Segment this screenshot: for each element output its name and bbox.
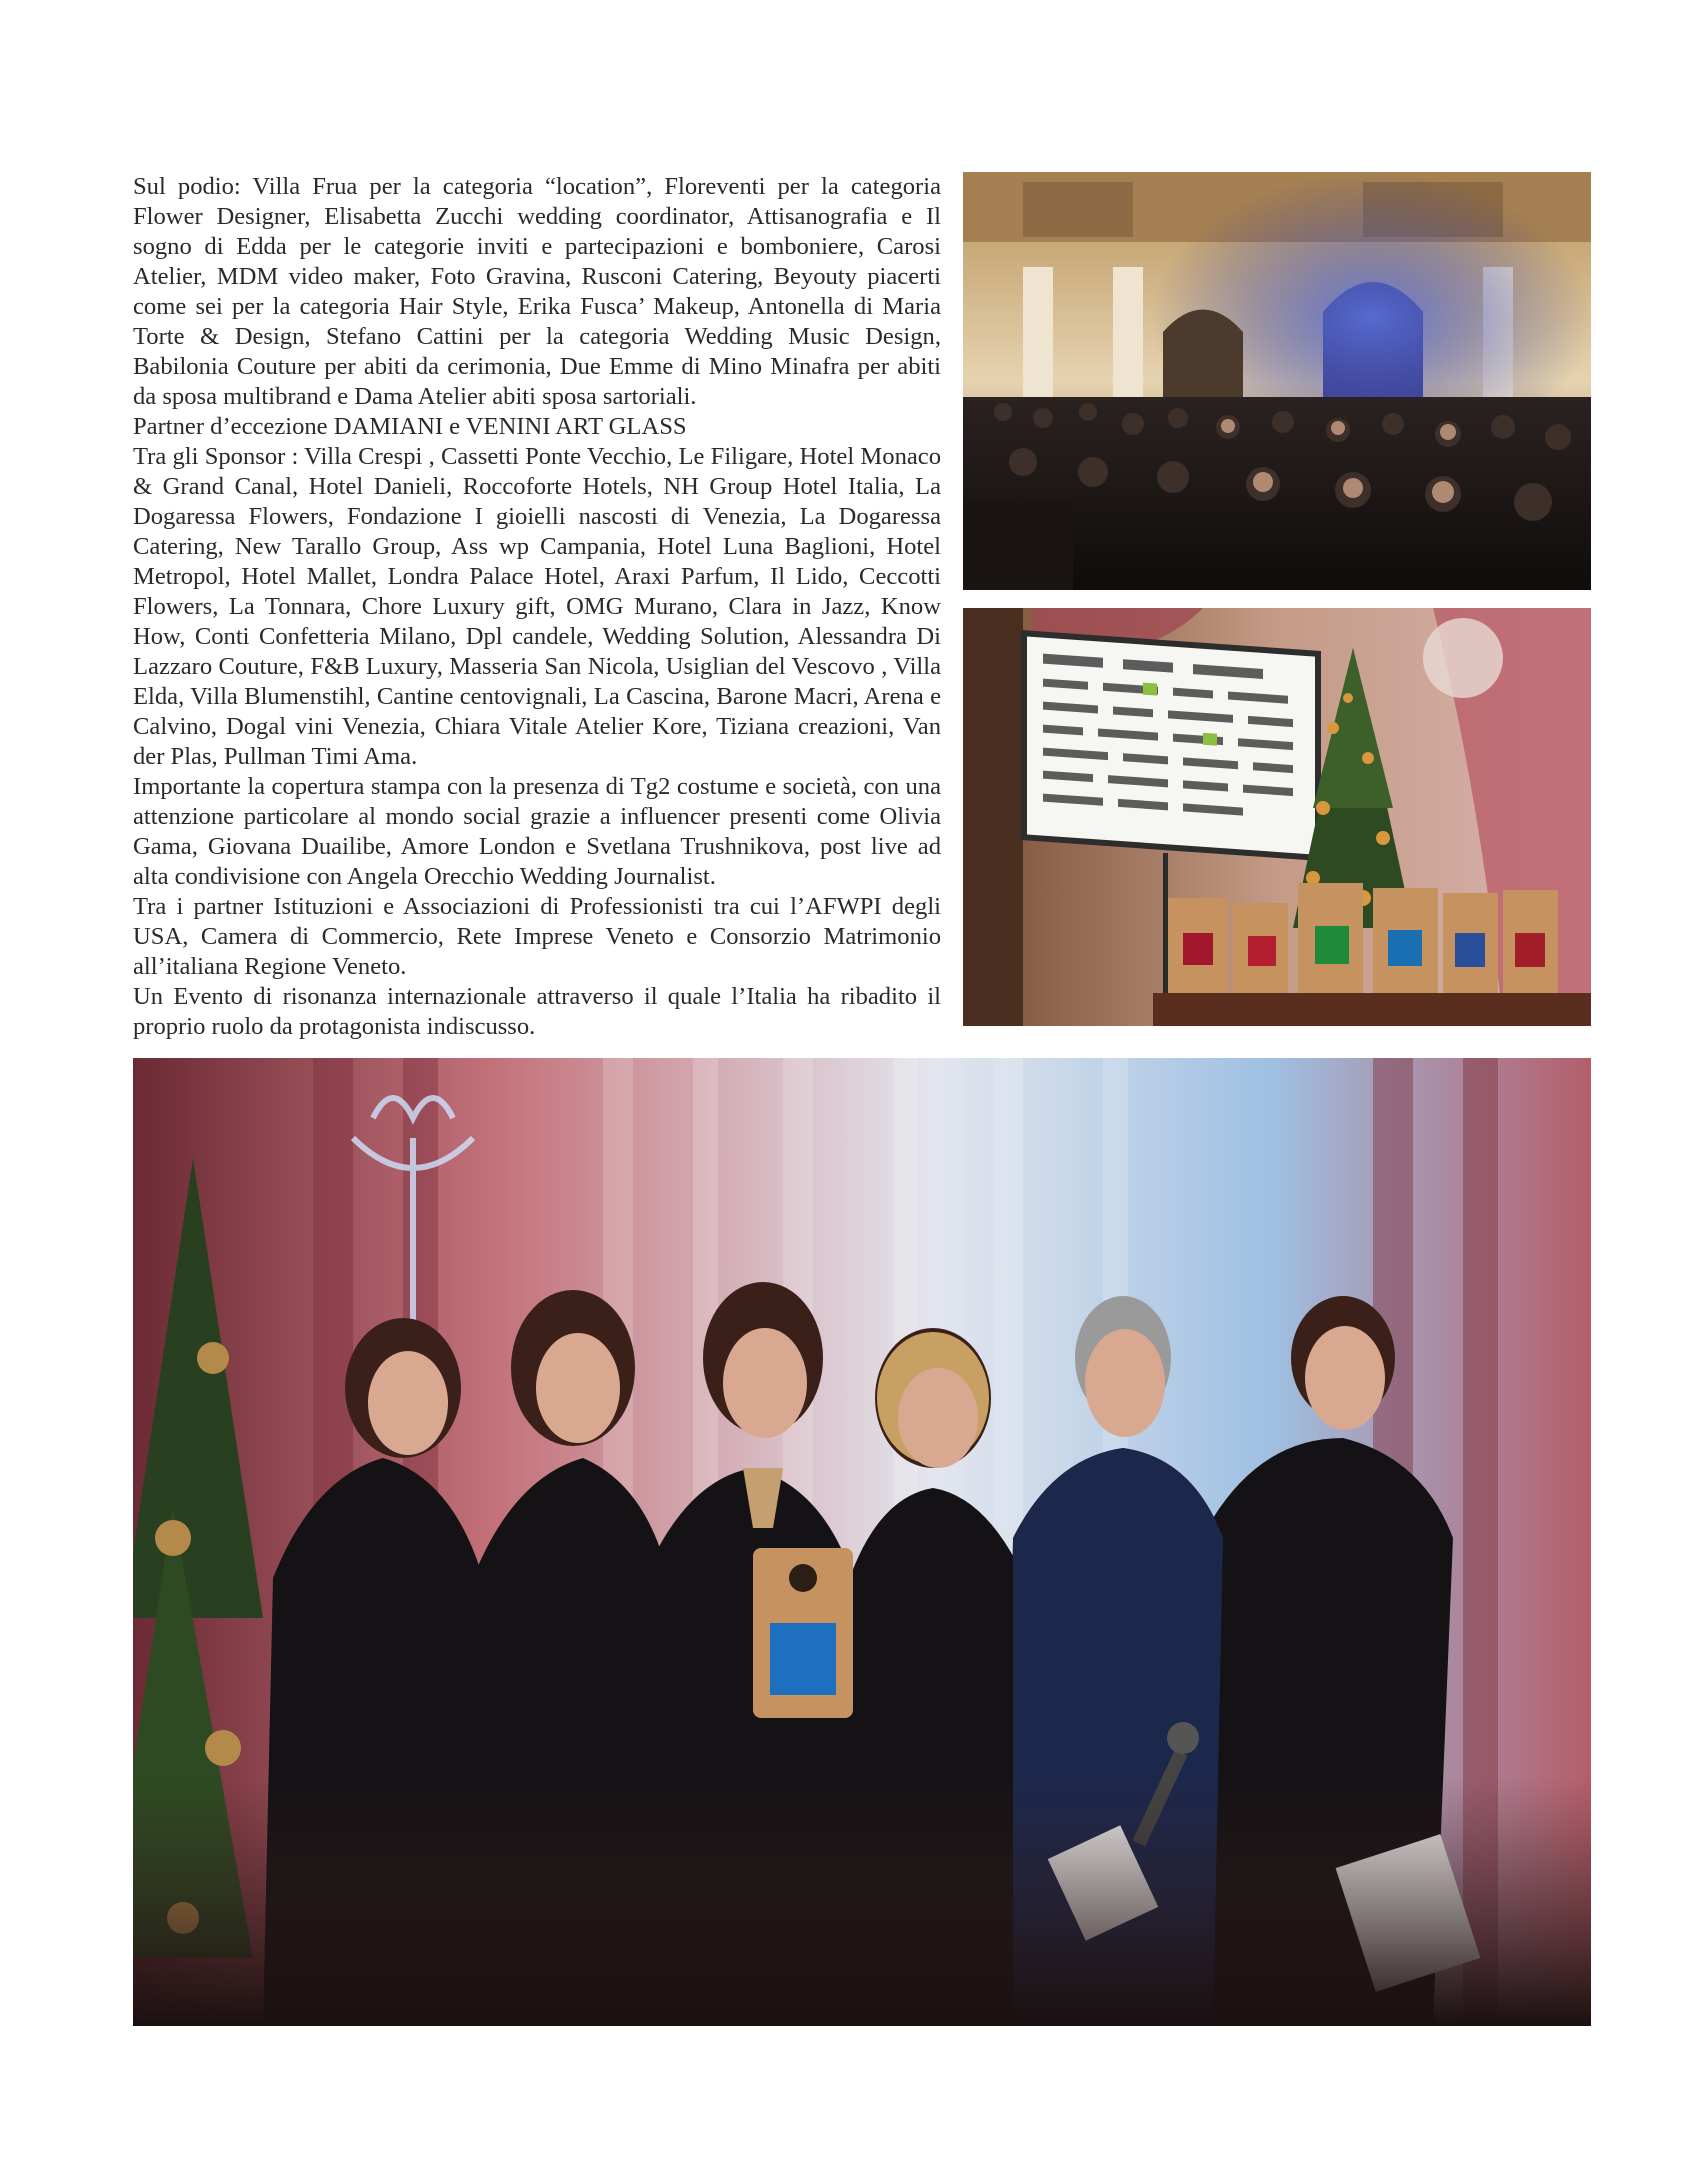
paragraph-institutions: Tra i partner Istituzioni e Associazioni di Professionisti tra cui l’AFWPI degli USA, Camera di Commercio, Rete Imprese Veneto e Consorzio Matrimonio all’italiana Regione Veneto. bbox=[133, 893, 941, 980]
paragraph-partners: Partner d’eccezione DAMIANI e VENINI ART GLASS bbox=[133, 413, 687, 440]
paragraph-closing: Un Evento di risonanza internazionale attraverso il quale l’Italia ha ribadito il proprio ruolo da protagonista indiscusso. bbox=[133, 983, 941, 1040]
article-text bbox=[133, 172, 941, 1042]
photo-award-winners bbox=[133, 1058, 1591, 2026]
paragraph-podium: Sul podio: Villa Frua per la categoria “location”, Floreventi per la categoria Flower Designer, Elisabetta Zucchi wedding coordinator, Attisanografia e Il sogno di Edda per le categorie inviti e partecipazioni e bomboniere, Carosi Atelier, MDM video maker, Foto Gravina, Rusconi Catering, Beyouty piacerti come sei per la categoria Hair Style, Erika Fusca’ Makeup, Antonella di Maria Torte & Design, Stefano Cattini per la categoria Wedding Music Design, Babilonia Couture per abiti da cerimonia, Due Emme di Mino Minafra per abiti da sposa multibrand e Dama Atelier abiti sposa sartoriali. bbox=[133, 173, 941, 410]
photo-sponsor-screen bbox=[963, 608, 1591, 1026]
paragraph-sponsors: Tra gli Sponsor : Villa Crespi , Cassetti Ponte Vecchio, Le Filigare, Hotel Monaco & Grand Canal, Hotel Danieli, Roccoforte Hotels, NH Group Hotel Italia, La Dogaressa Flowers, Fondazione I gioielli nascosti di Venezia, La Dogaressa Catering, New Tarallo Group, Ass wp Campania, Hotel Luna Baglioni, Hotel Metropol, Hotel Mallet, Londra Palace Hotel, Araxi Parfum, Il Lido, Ceccotti Flowers, La Tonnara, Chore Luxury gift, OMG Murano, Clara in Jazz, Know How, Conti Confetteria Milano, Dpl candele, Wedding Solution, Alessandra Di Lazzaro Couture, F&B Luxury, Masseria San Nicola, Usiglian del Vescovo , Villa Elda, Villa Blumenstihl, Cantine centovignali, La Cascina, Barone Macri, Arena e Calvino, Dogal vini Venezia, Chiara Vitale Atelier Kore, Tiziana creazioni, Van der Plas, Pullman Timi Ama. bbox=[133, 443, 941, 770]
photo-hall-audience bbox=[963, 172, 1591, 590]
paragraph-press: Importante la copertura stampa con la presenza di Tg2 costume e società, con una attenzione particolare al mondo social grazie a influencer presenti come Olivia Gama, Giovana Duailibe, Amore London e Svetlana Trushnikova, post live ad alta condivisione con Angela Orecchio Wedding Journalist. bbox=[133, 773, 941, 890]
